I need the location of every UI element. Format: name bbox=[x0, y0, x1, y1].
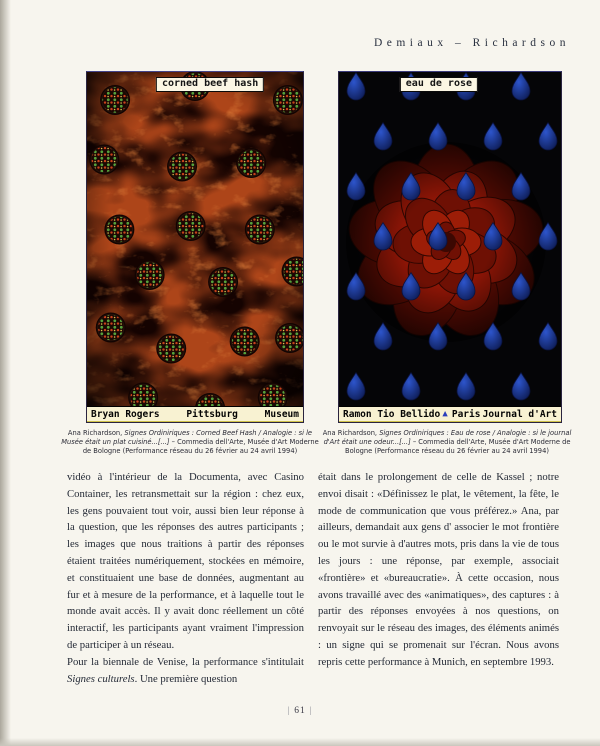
caption-title: Signes Ordiniriques : Corned Beef Hash / Analogie : si le Musée était un plat cuisiné...[...] bbox=[61, 429, 313, 447]
page-footer bbox=[0, 706, 600, 716]
footer-bar-right: | bbox=[309, 706, 313, 716]
page-bottom-shadow bbox=[0, 738, 600, 746]
meat-texture-art bbox=[87, 72, 303, 422]
bar-text-city: Pittsburg bbox=[186, 409, 238, 420]
paragraph-text: était dans le prolongement de celle de Kassel ; notre envoi disait : «Définissez le plat, le vêtement, la fête, le mode de communication que vous préférez.» Ana, par ailleurs, demandait aux gens d' associer le mot frontière ou le mot survie à d'autres mots, pris dans la vie de tous les jours : une réponse, par exemple, associait «frontière» et «bureaucratie». À cette occasion, nous avons travaillé avec des «animatiques», des captures : à partir des réponses envoyées à nos questions, on renvoyait sur le réseau des images, des éléments animés : un signe qui se promenait sur l'écran. Nous avons repris cette performance à Munich, en septembre 1993. bbox=[318, 471, 559, 668]
footer-bar-left: | bbox=[287, 706, 291, 716]
bar-text-venue: Museum bbox=[264, 409, 299, 420]
caption-rest: – Commedia dell'Arte, Musée d'Art Moderne de Bologne (Performance réseau du 26 février au 24 avril 1994) bbox=[82, 438, 319, 456]
caption-author: Ana Richardson, bbox=[67, 429, 125, 437]
rose-and-drops-art bbox=[339, 72, 561, 422]
bar-center-group bbox=[442, 409, 480, 420]
running-head: Demiaux – Richardson bbox=[373, 37, 570, 49]
work-title-italic: Signes culturels bbox=[67, 672, 135, 685]
body-column-right bbox=[318, 469, 559, 671]
paragraph-text: vidéo à l'intérieur de la Documenta, avec Casino Container, les retransmettait sur la région : chez eux, les gens pouvaient tout voir, aussi bien leur réponse à la question, que les réponses des autres participants ; les images que nous traitions à partir des réponses étaient traitées numériquement, stockées en mémoire, et constituaient une base de données, augmentant au fur et à mesure de la performance, et à laquelle tout le monde avait accès. Il y avait donc réellement un côté interactif, les participants ayant vraiment l'impression de participer à un réseau. bbox=[67, 471, 304, 651]
caption-title: Signes Ordiniriques : Eau de rose / Analogie : si le journal d'Art était une odeur...[...] bbox=[323, 429, 572, 447]
bar-text-venue: Journal d'Art bbox=[482, 409, 557, 420]
page-gutter-shadow bbox=[0, 0, 11, 746]
bar-text-author: Bryan Rogers bbox=[91, 409, 160, 420]
page-number: 61 bbox=[294, 706, 306, 716]
bar-text-city: Paris bbox=[451, 409, 481, 420]
paragraph bbox=[67, 469, 304, 654]
caption-left bbox=[60, 429, 320, 457]
figure-corned-beef-hash bbox=[86, 71, 304, 423]
paragraph bbox=[67, 654, 304, 688]
caption-rest: – Commedia dell'Arte, Musée d'Art Moderne de Bologne (Performance réseau du 26 février au 24 avril 1994) bbox=[345, 438, 571, 456]
paragraph-text: . Une première question bbox=[134, 672, 238, 685]
caption-right bbox=[322, 429, 572, 457]
up-triangle-icon: ▲ bbox=[442, 409, 448, 419]
figure-eau-de-rose bbox=[338, 71, 562, 423]
bar-text-author: Ramon Tio Bellido bbox=[343, 409, 441, 420]
caption-author: Ana Richardson, bbox=[322, 429, 380, 437]
paragraph-text: Pour la biennale de Venise, la performance s'intitulait bbox=[67, 655, 304, 668]
image-title-bar-left: corned beef hash bbox=[156, 77, 264, 92]
paragraph bbox=[318, 469, 559, 671]
image-title-bar-right: eau de rose bbox=[400, 77, 478, 92]
body-column-left bbox=[67, 469, 304, 687]
image-status-bar-left bbox=[87, 406, 303, 422]
image-status-bar-right bbox=[339, 406, 561, 422]
